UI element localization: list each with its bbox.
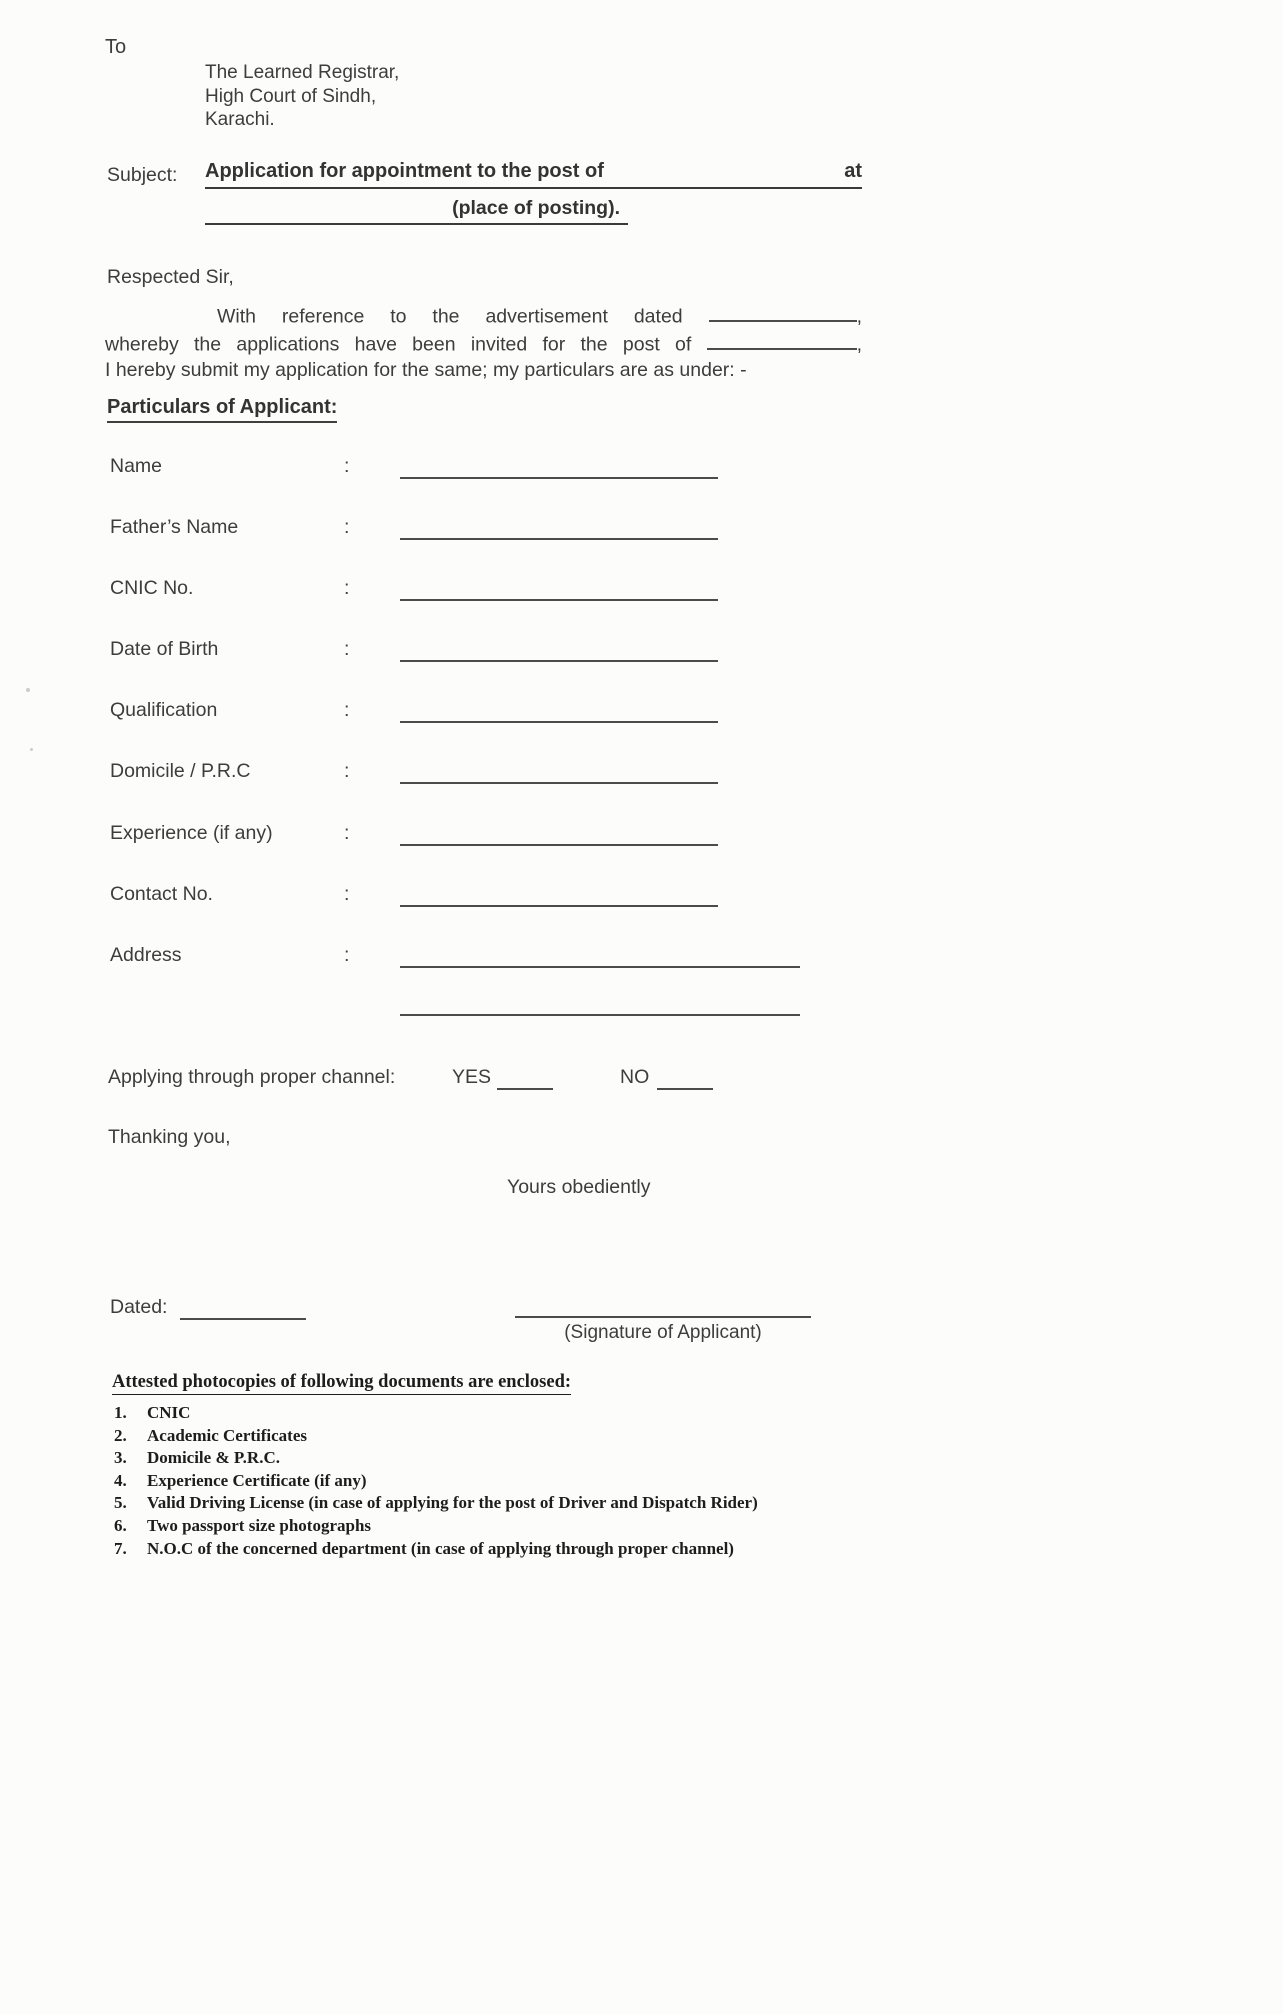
recipient-address — [205, 61, 399, 132]
contact-blank-line — [400, 883, 718, 907]
field-row-contact — [0, 883, 1283, 909]
particulars-heading: Particulars of Applicant: — [107, 396, 337, 423]
field-colon: : — [344, 577, 350, 599]
field-label-domicile: Domicile / P.R.C — [110, 760, 251, 782]
proper-channel-row — [0, 1066, 1283, 1092]
thanking-you-text: Thanking you, — [108, 1126, 231, 1148]
field-row-name — [0, 455, 1283, 481]
document-item-6: Two passport size photographs — [147, 1515, 372, 1535]
advertisement-date-blank-line — [709, 302, 857, 322]
yours-obediently-text: Yours obediently — [507, 1176, 651, 1198]
field-row-qualification — [0, 699, 1283, 725]
field-label-fathers-name: Father’s Name — [110, 516, 239, 538]
paragraph-indent — [105, 321, 217, 322]
field-colon: : — [344, 638, 350, 660]
signature-blank-line — [515, 1296, 811, 1318]
address-blank-line-2 — [400, 992, 800, 1016]
document-item-7: N.O.C of the concerned department (in case of applying through proper channel) — [147, 1538, 734, 1558]
body-line-2-text: whereby the applications have been invited for the post of — [105, 333, 692, 356]
field-colon: : — [344, 883, 350, 905]
no-blank-line — [657, 1068, 713, 1090]
enclosed-documents-list — [114, 1402, 1174, 1560]
field-colon: : — [344, 822, 350, 844]
scan-artifact — [30, 748, 33, 751]
date-of-birth-blank-line — [400, 638, 718, 662]
field-row-address — [0, 944, 1283, 970]
yes-label: YES — [452, 1066, 492, 1088]
field-label-address: Address — [110, 944, 182, 966]
proper-channel-label: Applying through proper channel: — [108, 1066, 396, 1088]
post-name-blank-line — [707, 330, 857, 350]
yes-blank-line — [497, 1068, 553, 1090]
field-row-cnic — [0, 577, 1283, 603]
field-colon: : — [344, 760, 350, 782]
body-line-2 — [105, 330, 862, 358]
body-line-1-comma: , — [856, 305, 862, 328]
field-label-date-of-birth: Date of Birth — [110, 638, 219, 660]
field-row-experience — [0, 822, 1283, 848]
subject-title: Application for appointment to the post of — [205, 160, 604, 182]
subject-at-word: at — [844, 160, 862, 182]
body-line-1 — [105, 302, 862, 330]
field-row-date-of-birth — [0, 638, 1283, 664]
no-label: NO — [620, 1066, 650, 1088]
document-item-5: Valid Driving License (in case of applying for the post of Driver and Dispatch Rider) — [147, 1493, 758, 1513]
field-label-qualification: Qualification — [110, 699, 218, 721]
subject-label: Subject: — [107, 164, 178, 186]
cnic-blank-line — [400, 577, 718, 601]
salutation: Respected Sir, — [107, 266, 234, 288]
qualification-blank-line — [400, 699, 718, 723]
document-item-2: Academic Certificates — [147, 1425, 308, 1445]
field-label-experience: Experience (if any) — [110, 822, 273, 844]
enclosed-documents-heading: Attested photocopies of following documents are enclosed: — [112, 1372, 571, 1395]
document-item-4: Experience Certificate (if any) — [147, 1470, 367, 1490]
field-row-domicile — [0, 760, 1283, 786]
address-blank-line-1 — [400, 944, 800, 968]
document-item-1: CNIC — [147, 1403, 191, 1422]
document-item-3: Domicile & P.R.C. — [147, 1448, 280, 1468]
field-label-name: Name — [110, 455, 163, 477]
scan-artifact — [26, 688, 30, 692]
field-colon: : — [344, 455, 350, 477]
recipient-line-2: High Court of Sindh, — [205, 85, 377, 107]
field-label-contact: Contact No. — [110, 883, 213, 905]
field-colon: : — [344, 516, 350, 538]
name-blank-line — [400, 455, 718, 479]
to-label: To — [105, 36, 127, 58]
domicile-blank-line — [400, 760, 718, 784]
field-label-cnic: CNIC No. — [110, 577, 194, 599]
body-line-3: I hereby submit my application for the same; my particulars are as under: - — [105, 358, 747, 381]
field-colon: : — [344, 699, 350, 721]
body-line-2-comma: , — [856, 333, 862, 356]
dated-blank-line — [180, 1298, 306, 1320]
experience-blank-line — [400, 822, 718, 846]
recipient-line-1: The Learned Registrar, — [205, 62, 400, 83]
field-row-fathers-name — [0, 516, 1283, 542]
field-colon: : — [344, 944, 350, 966]
recipient-line-3: Karachi. — [205, 109, 275, 130]
subject-place-text: (place of posting). — [452, 197, 620, 219]
subject-title-line — [205, 160, 862, 189]
signature-caption: (Signature of Applicant) — [564, 1322, 762, 1343]
fathers-name-blank-line — [400, 516, 718, 540]
dated-label: Dated: — [110, 1296, 168, 1318]
subject-place-line — [205, 197, 628, 225]
body-line-1-text: With reference to the advertisement dated — [217, 305, 683, 328]
body-paragraph — [105, 302, 862, 383]
